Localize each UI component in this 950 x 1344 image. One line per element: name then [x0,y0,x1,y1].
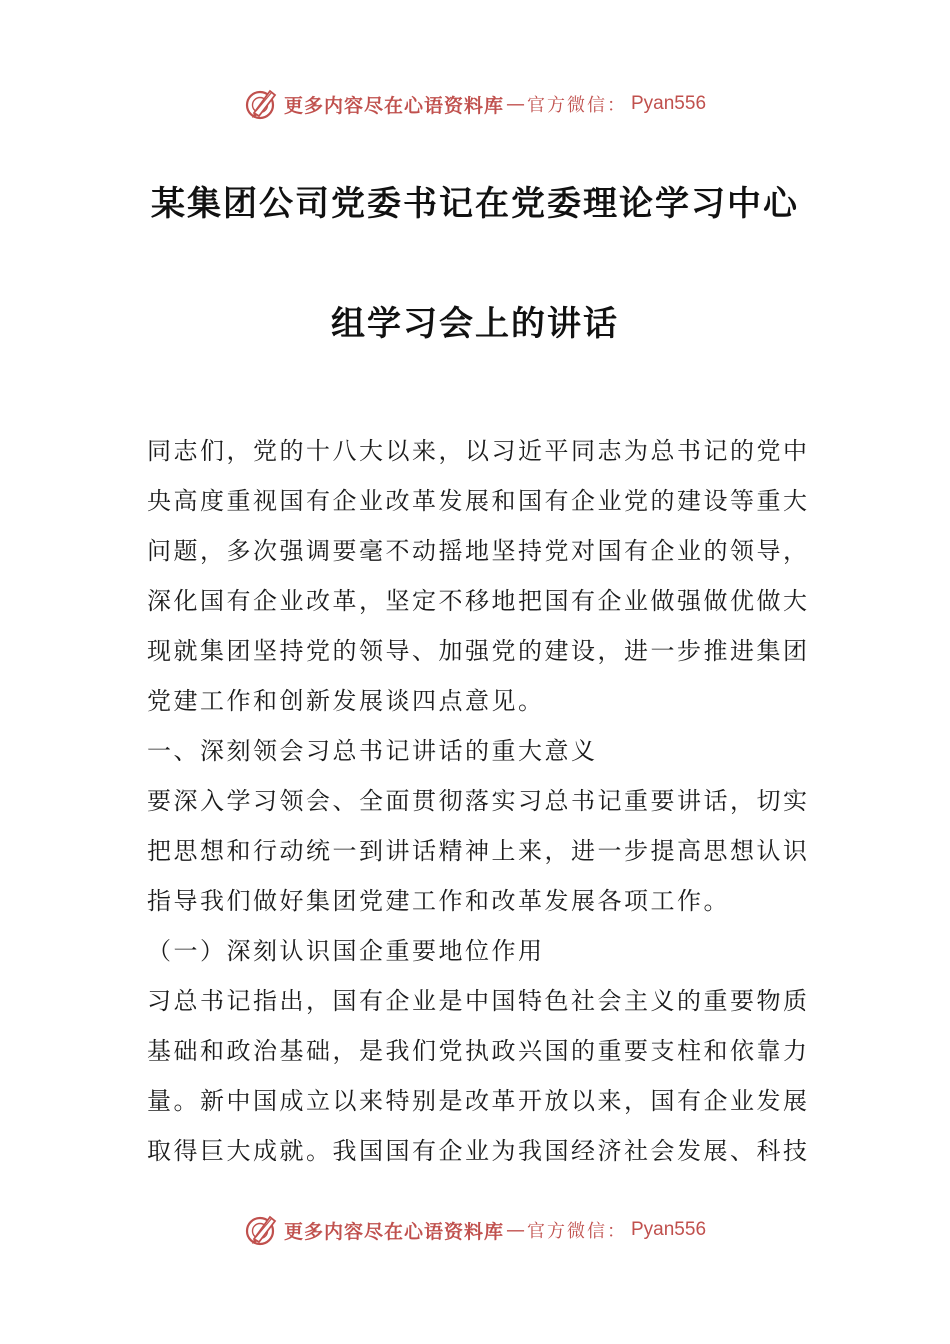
section-heading: 一、深刻领会习总书记讲话的重大意义 [147,737,598,765]
banner-brand-text: 更多内容尽在心语资料库 [283,94,504,117]
body-line: 习总书记指出，国有企业是中国特色社会主义的重要物质 [147,987,810,1015]
banner-wechat-label: 官方微信： [527,1221,627,1242]
body-line: 央高度重视国有企业改革发展和国有企业党的建设等重大 [147,487,810,515]
body-line: 党建工作和创新发展谈四点意见。 [147,687,545,715]
banner-wechat-id: Pyan556 [631,93,707,114]
subsection-heading: （一）深刻认识国企重要地位作用 [147,937,545,965]
body-line: 指导我们做好集团党建工作和改革发展各项工作。 [147,887,730,915]
footer-banner [0,1210,950,1250]
header-banner [0,84,950,124]
document-title-line-1: 某集团公司党委书记在党委理论学习中心 [151,184,799,224]
banner-wechat-id: Pyan556 [631,1219,707,1240]
banner-brand-text: 更多内容尽在心语资料库 [283,1220,504,1243]
body-line: 要深入学习领会、全面贯彻落实习总书记重要讲话，切实 [147,787,810,815]
document-body [147,426,810,1176]
banner-wechat-label: 官方微信： [527,95,627,116]
banner-dash: — [506,93,525,115]
banner-dash: — [506,1219,525,1241]
pen-nib-logo-icon [244,86,280,122]
body-line: 现就集团坚持党的领导、加强党的建设，进一步推进集团 [147,637,810,665]
body-line: 问题，多次强调要毫不动摇地坚持党对国有企业的领导， [147,537,810,565]
body-line: 把思想和行动统一到讲话精神上来，进一步提高思想认识 [147,837,810,865]
body-line: 基础和政治基础，是我们党执政兴国的重要支柱和依靠力 [147,1037,810,1065]
body-line: 量。新中国成立以来特别是改革开放以来，国有企业发展 [147,1087,810,1115]
body-line: 同志们，党的十八大以来，以习近平同志为总书记的党中 [147,437,810,465]
document-title-line-2: 组学习会上的讲话 [331,304,619,344]
pen-nib-logo-icon [244,1212,280,1248]
body-line: 深化国有企业改革，坚定不移地把国有企业做强做优做大 [147,587,810,615]
body-line: 取得巨大成就。我国国有企业为我国经济社会发展、科技 [147,1137,810,1165]
